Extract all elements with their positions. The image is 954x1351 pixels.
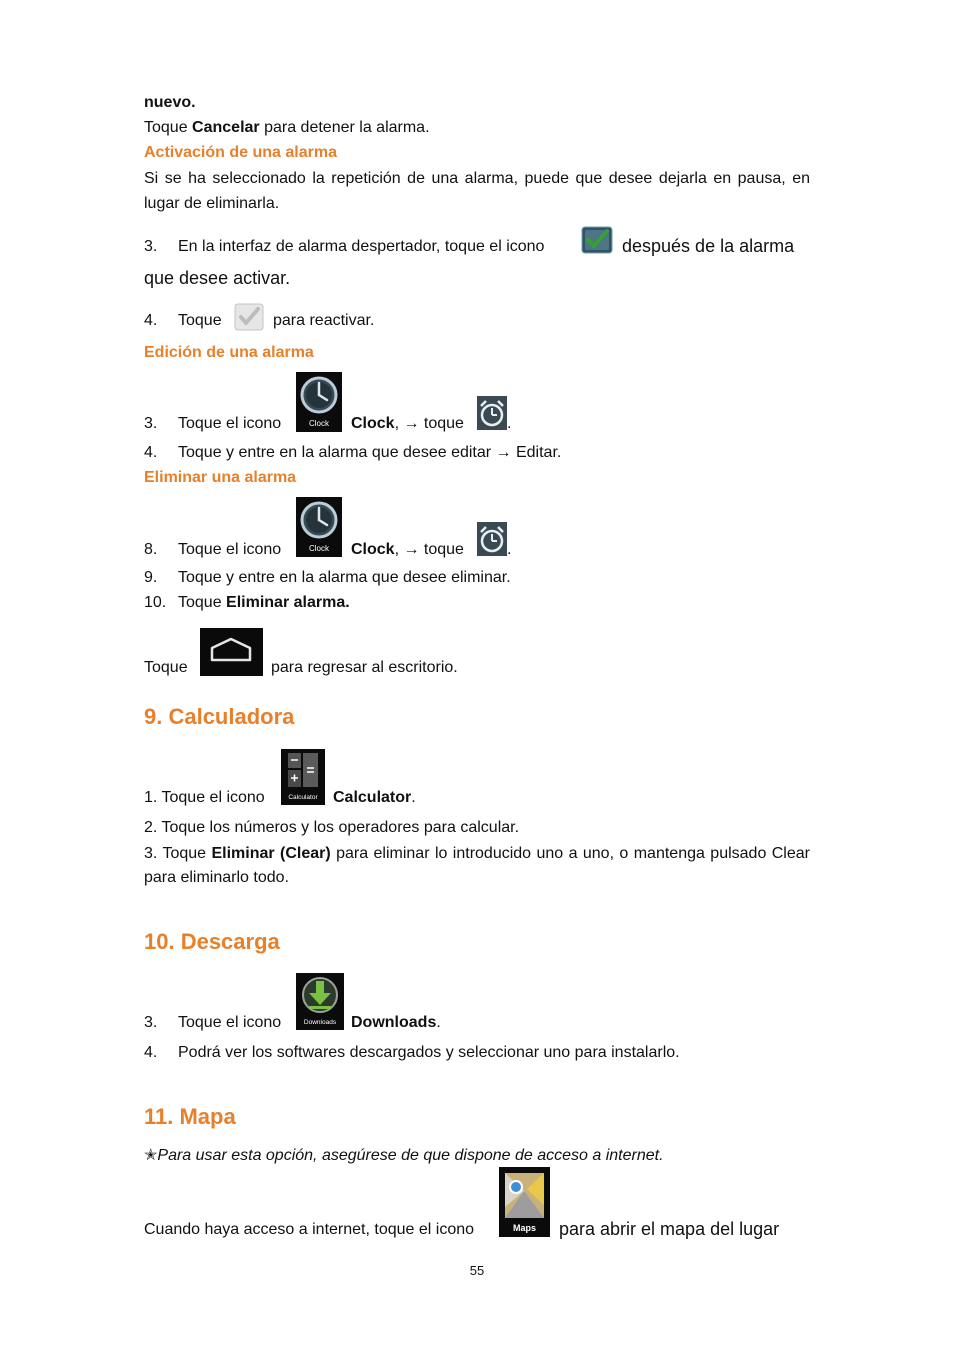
descarga-step4-text: Podrá ver los softwares descargados y seleccionar uno para instalarlo. [178,1044,680,1061]
step-number: 4. [144,444,158,461]
checkbox-unchecked-icon [234,303,264,331]
alarm-clock-icon [477,522,507,556]
downloads-app-icon [296,973,344,1030]
activacion-paragraph: Si se ha seleccionado la repetición de una alarma, puede que desee dejarla en pausa, en lugar de eliminarla. [144,170,810,212]
checkbox-checked-icon [581,225,613,255]
mapa-line-post: para abrir el mapa del lugar [559,1219,780,1239]
edicion-step3-clock: Clock, → toque [351,415,464,432]
edicion-step3-pre: Toque el icono [178,415,282,432]
eliminar-step8-dot: . [507,541,512,558]
step-number: 3. [144,1014,158,1031]
heading-calculadora: 9. Calculadora [144,704,295,729]
heading-mapa: 11. Mapa [144,1104,236,1129]
calc-step2: 2. Toque los números y los operadores para calcular. [144,819,520,836]
edicion-step4-text: Toque y entre en la alarma que desee editar → Editar. [178,444,562,461]
step-number: 10. [144,594,167,611]
edicion-step3-dot: . [507,415,512,432]
clock-app-icon [296,372,342,432]
heading-edicion: Edición de una alarma [144,344,314,361]
eliminar-step8-pre: Toque el icono [178,541,282,558]
step-number: 4. [144,312,158,329]
step-number: 9. [144,569,158,586]
activacion-step3-text: En la interfaz de alarma despertador, toque el icono [178,238,545,255]
heading-activacion: Activación de una alarma [144,144,337,161]
home-pre: Toque [144,659,188,676]
star-icon: ✭ [144,1147,158,1164]
eliminar-step9-text: Toque y entre en la alarma que desee eliminar. [178,569,511,586]
activacion-step3-cont: que desee activar. [144,268,291,288]
activacion-step4-post: para reactivar. [273,312,375,329]
svg-text:Maps: Maps [512,1223,537,1233]
cancel-line: Toque Cancelar para detener la alarma. [144,119,430,136]
alarm-clock-icon [477,396,507,430]
activacion-step4-pre: Toque [178,312,222,329]
page-number: 55 [469,1263,485,1278]
heading-eliminar: Eliminar una alarma [144,469,297,486]
svg-text:Downloads: Downloads [303,1019,337,1026]
calc-step1-pre: 1. Toque el icono [144,789,265,806]
maps-app-icon [499,1167,550,1237]
home-button-icon [200,628,263,676]
mapa-line-pre: Cuando haya acceso a internet, toque el icono [144,1221,475,1238]
svg-text:Calculator: Calculator [288,794,318,801]
calc-step3: 3. Toque Eliminar (Clear) para eliminar lo introducido uno a uno, o mantenga pulsado Clear para eliminarlo todo. [144,845,810,886]
step-number: 4. [144,1044,158,1061]
descarga-step3-pre: Toque el icono [178,1014,282,1031]
home-post: para regresar al escritorio. [271,659,458,676]
step-number: 3. [144,415,158,432]
svg-text:Clock: Clock [308,419,330,428]
eliminar-step8-clock: Clock, → toque [351,541,464,558]
clock-app-icon [296,497,342,557]
activacion-step3-tail: después de la alarma [622,236,795,256]
step-number: 3. [144,238,158,255]
descarga-step3-name: Downloads. [351,1014,441,1031]
eliminar-step10-text: Toque Eliminar alarma. [178,594,350,611]
heading-descarga: 10. Descarga [144,929,280,954]
svg-text:Clock: Clock [308,544,330,553]
calc-step1-name: Calculator. [333,789,416,806]
mapa-note: ✭Para usar esta opción, asegúrese de que dispone de acceso a internet. [144,1147,664,1164]
step-number: 8. [144,541,158,558]
calculator-app-icon [281,749,325,805]
fragment-nuevo: nuevo. [144,94,196,111]
